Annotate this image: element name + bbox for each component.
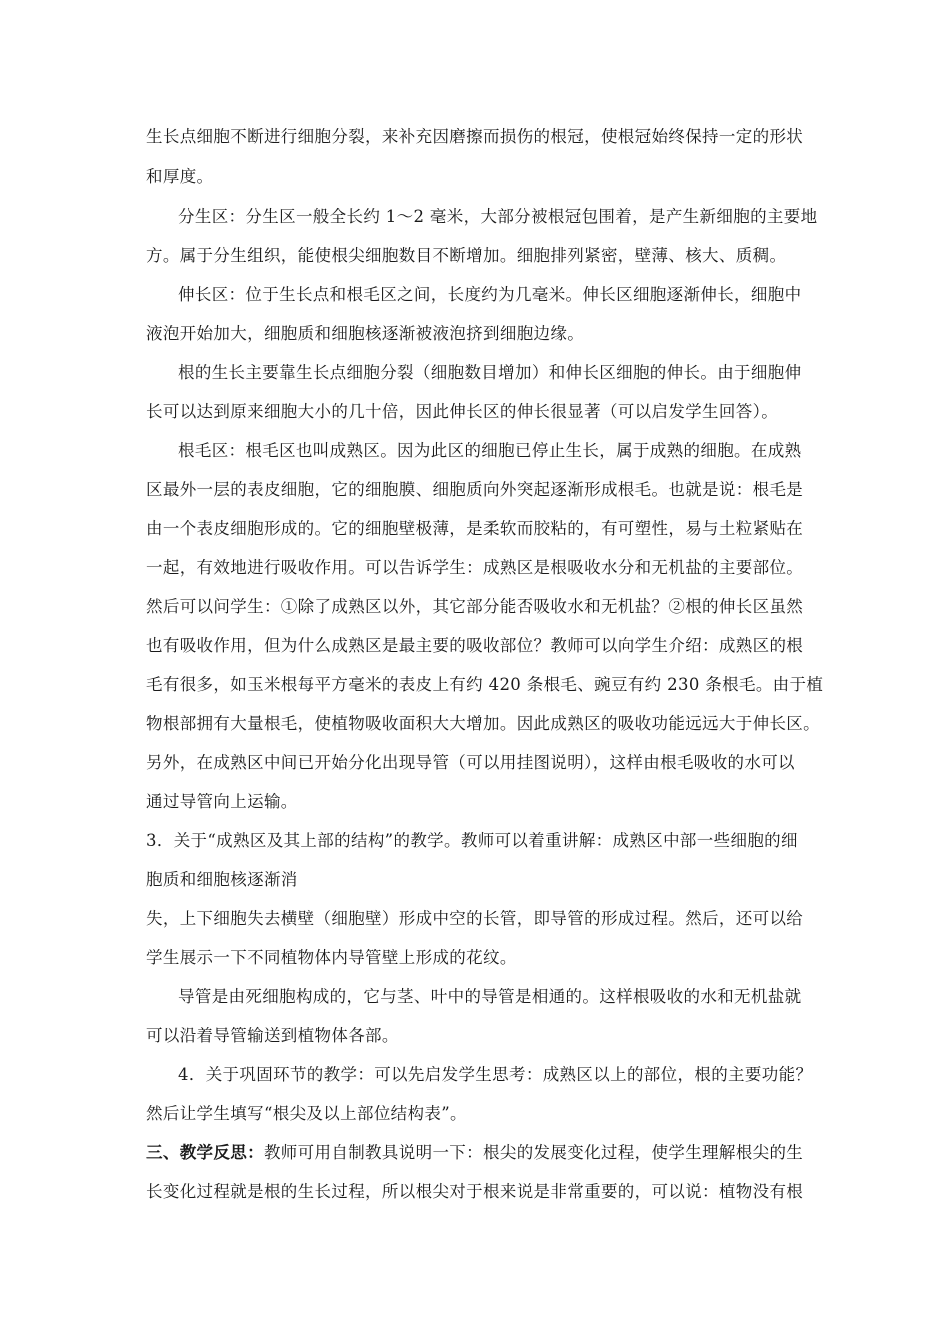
paragraph-line: 学生展示一下不同植物体内导管壁上形成的花纹。 xyxy=(146,948,517,967)
paragraph-line: 导管是由死细胞构成的，它与茎、叶中的导管是相通的。这样根吸收的水和无机盐就 xyxy=(178,987,802,1006)
paragraph-line: 根的生长主要靠生长点细胞分裂（细胞数目增加）和伸长区细胞的伸长。由于细胞伸 xyxy=(178,363,802,382)
paragraph-line: 长可以达到原来细胞大小的几十倍，因此伸长区的伸长很显著（可以启发学生回答）。 xyxy=(146,402,779,421)
paragraph-line: 由一个表皮细胞形成的。它的细胞壁极薄，是柔软而胶粘的，有可塑性，易与土粒紧贴在 xyxy=(146,519,804,538)
paragraph-line: 区最外一层的表皮细胞，它的细胞膜、细胞质向外突起逐渐形成根毛。也就是说：根毛是 xyxy=(146,480,804,499)
paragraph-line: 分生区：分生区一般全长约 1～2 毫米，大部分被根冠包围着，是产生新细胞的主要地 xyxy=(178,207,818,226)
paragraph-line: 然后可以问学生：①除了成熟区以外，其它部分能否吸收水和无机盐？②根的伸长区虽然 xyxy=(146,597,804,616)
paragraph-line: 4．关于巩固环节的教学：可以先启发学生思考：成熟区以上的部位，根的主要功能？ xyxy=(178,1065,813,1084)
paragraph-line: 物根部拥有大量根毛，使植物吸收面积大大增加。因此成熟区的吸收功能远远大于伸长区。 xyxy=(146,714,820,733)
paragraph-line: 毛有很多，如玉米根每平方毫米的表皮上有约 420 条根毛、豌豆有约 230 条根毛。由于植 xyxy=(146,675,824,694)
paragraph-line: 长变化过程就是根的生长过程，所以根尖对于根来说是非常重要的，可以说：植物没有根 xyxy=(146,1182,804,1201)
paragraph-line: 液泡开始加大，细胞质和细胞核逐渐被液泡挤到细胞边缘。 xyxy=(146,324,585,343)
paragraph-line: 一起，有效地进行吸收作用。可以告诉学生：成熟区是根吸收水分和无机盐的主要部位。 xyxy=(146,558,804,577)
paragraph-line: 失，上下细胞失去横壁（细胞壁）形成中空的长管，即导管的形成过程。然后，还可以给 xyxy=(146,909,804,928)
section-heading: 三、教学反思： xyxy=(146,1143,264,1162)
paragraph-line: 胞质和细胞核逐渐消 xyxy=(146,870,298,889)
paragraph-line: 通过导管向上运输。 xyxy=(146,792,298,811)
paragraph-line: 生长点细胞不断进行细胞分裂，来补充因磨擦而损伤的根冠，使根冠始终保持一定的形状 xyxy=(146,127,804,146)
paragraph-line: 和厚度。 xyxy=(146,167,214,186)
paragraph-line: 另外，在成熟区中间已开始分化出现导管（可以用挂图说明），这样由根毛吸收的水可以 xyxy=(146,753,795,772)
paragraph-line: 伸长区：位于生长点和根毛区之间，长度约为几毫米。伸长区细胞逐渐伸长，细胞中 xyxy=(178,285,802,304)
paragraph-line: 也有吸收作用，但为什么成熟区是最主要的吸收部位？教师可以向学生介绍：成熟区的根 xyxy=(146,636,804,655)
paragraph-line: 根毛区：根毛区也叫成熟区。因为此区的细胞已停止生长，属于成熟的细胞。在成熟 xyxy=(178,441,802,460)
paragraph-line: 3．关于“成熟区及其上部的结构”的教学。教师可以着重讲解：成熟区中部一些细胞的细 xyxy=(146,831,798,850)
section-heading-line xyxy=(146,1142,826,1164)
paragraph-text: 教师可用自制教具说明一下：根尖的发展变化过程，使学生理解根尖的生 xyxy=(263,1143,804,1162)
paragraph-line: 可以沿着导管输送到植物体各部。 xyxy=(146,1026,399,1045)
paragraph-line: 然后让学生填写“根尖及以上部位结构表”。 xyxy=(146,1104,467,1123)
paragraph-line: 方。属于分生组织，能使根尖细胞数目不断增加。细胞排列紧密，壁薄、核大、质稠。 xyxy=(146,246,787,265)
